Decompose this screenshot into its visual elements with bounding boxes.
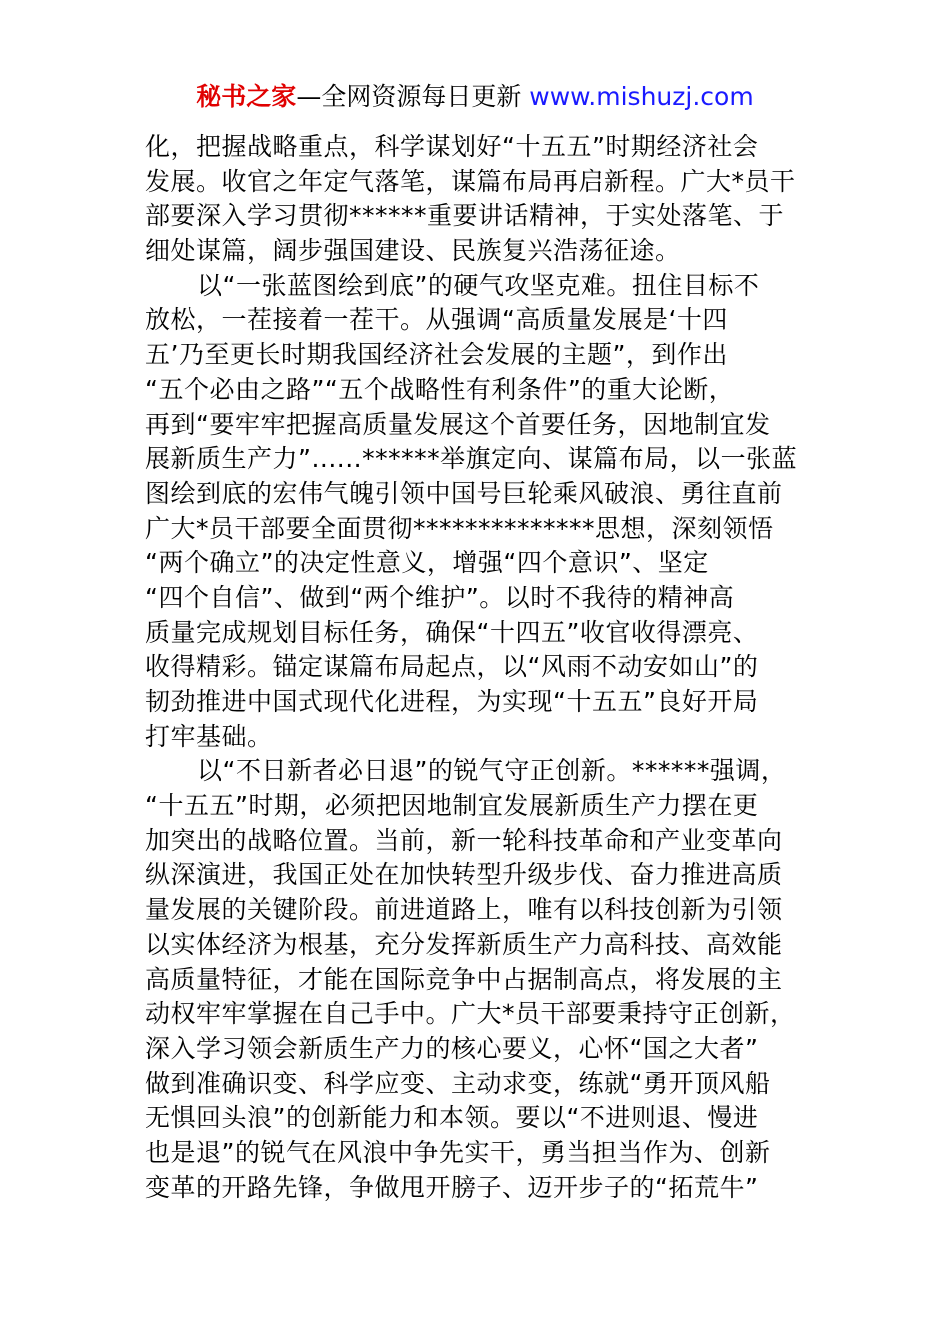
text-line: 也是退”的锐气在风浪中争先实干，勇当担当作为、创新 <box>145 1137 771 1167</box>
text-line: 韧劲推进中国式现代化进程，为实现“十五五”良好开局 <box>145 687 759 716</box>
text-line: “十五五”时期，必须把因地制宜发展新质生产力摆在更 <box>145 791 759 821</box>
paragraph-start-line: 以“不日新者必日退”的锐气守正创新。******强调， <box>197 756 787 786</box>
text-line: 纵深演进，我国正处在加快转型升级步伐、奋力推进高质 <box>145 860 783 890</box>
text-line: 做到准确识变、科学应变、主动求变，练就“勇开顶风船 <box>145 1068 771 1098</box>
text-line: 再到“要牢牢把握高质量发展这个首要任务，因地制宜发 <box>145 409 771 439</box>
article-body <box>145 130 825 1205</box>
text-line: 五’乃至更长时期我国经济社会发展的主题”，到作出 <box>145 340 728 370</box>
text-line: 无惧回头浪”的创新能力和本领。要以“不进则退、慢进 <box>145 1103 759 1133</box>
text-line: 展新质生产力”......******举旗定向、谋篇布局，以一张蓝 <box>145 444 798 474</box>
paragraph-start-line: 以“一张蓝图绘到底”的硬气攻坚克难。扭住目标不 <box>197 270 760 300</box>
text-line: “四个自信”、做到“两个维护”。以时不我待的精神高 <box>145 582 735 612</box>
page-header <box>0 80 950 114</box>
text-line: 图绘到底的宏伟气魄引领中国号巨轮乘风破浪、勇往直前 <box>145 478 783 508</box>
site-brand: 秘书之家 <box>196 82 297 111</box>
text-line: 量发展的关键阶段。前进道路上，唯有以科技创新为引领 <box>145 895 783 925</box>
text-line: 质量完成规划目标任务，确保“十四五”收官收得漂亮、 <box>145 617 759 647</box>
site-url-link[interactable]: www.mishuzj.com <box>529 82 754 111</box>
text-line: 加突出的战略位置。当前，新一轮科技革命和产业变革向 <box>145 825 783 855</box>
text-line: “五个必由之路”“五个战略性有利条件”的重大论断， <box>145 374 735 404</box>
text-line: 变革的开路先锋，争做甩开膀子、迈开步子的“拓荒牛” <box>145 1172 759 1202</box>
text-line: 部要深入学习贯彻******重要讲话精神，于实处落笔、于 <box>145 201 785 231</box>
site-tagline: —全网资源每日更新 <box>296 82 530 111</box>
text-line: 放松，一茬接着一茬干。从强调“高质量发展是‘十四 <box>145 305 728 335</box>
text-line: 打牢基础。 <box>145 721 273 751</box>
text-line: 以实体经济为根基，充分发挥新质生产力高科技、高效能 <box>145 929 783 959</box>
text-line: 深入学习领会新质生产力的核心要义，心怀“国之大者” <box>145 1033 759 1063</box>
text-line: “两个确立”的决定性意义，增强“四个意识”、坚定 <box>145 548 709 578</box>
text-line: 细处谋篇，阔步强国建设、民族复兴浩荡征途。 <box>145 236 681 266</box>
text-line: 发展。收官之年定气落笔，谋篇布局再启新程。广大*员干 <box>145 166 796 196</box>
text-line: 收得精彩。锚定谋篇布局起点，以“风雨不动安如山”的 <box>145 652 759 682</box>
text-line: 化，把握战略重点，科学谋划好“十五五”时期经济社会 <box>145 132 759 161</box>
text-line: 高质量特征，才能在国际竞争中占据制高点，将发展的主 <box>145 964 783 994</box>
text-line: 广大*员干部要全面贯彻**************思想，深刻领悟 <box>145 513 774 543</box>
text-line: 动权牢牢掌握在自己手中。广大*员干部要秉持守正创新， <box>145 999 796 1029</box>
